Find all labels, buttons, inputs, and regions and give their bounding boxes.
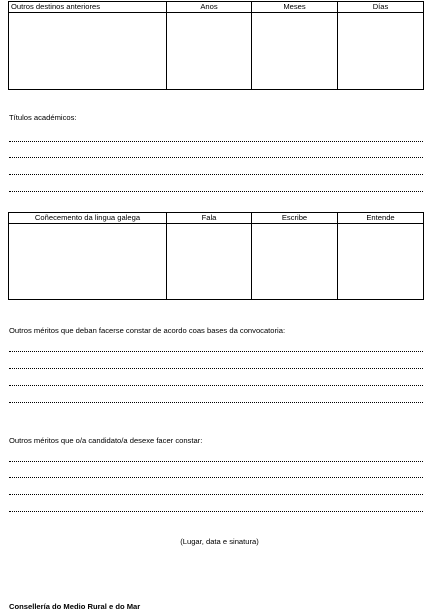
entry-cell-writes[interactable]: [252, 224, 338, 300]
header-cell-understands: Entende: [338, 213, 424, 224]
header-cell-writes: Escribe: [252, 213, 338, 224]
header-cell-destinations: Outros destinos anteriores: [9, 2, 167, 13]
merits-bases-line-4[interactable]: [9, 402, 423, 403]
header-cell-days: Días: [338, 2, 424, 13]
entry-cell-days[interactable]: [338, 13, 424, 90]
academic-titles-line-2[interactable]: [9, 157, 423, 158]
entry-cell-understands[interactable]: [338, 224, 424, 300]
merits-candidate-line-1[interactable]: [9, 461, 423, 462]
academic-titles-label: Títulos académicos:: [9, 113, 77, 122]
entry-cell-destinations[interactable]: [9, 13, 167, 90]
entry-cell-years[interactable]: [167, 13, 252, 90]
academic-titles-line-4[interactable]: [9, 191, 423, 192]
entry-cell-speaks[interactable]: [167, 224, 252, 300]
header-cell-years: Anos: [167, 2, 252, 13]
department-footer: Consellería do Medio Rural e do Mar: [9, 602, 141, 611]
header-cell-months: Meses: [252, 2, 338, 13]
academic-titles-line-1[interactable]: [9, 141, 423, 142]
merits-bases-line-3[interactable]: [9, 385, 423, 386]
merits-candidate-line-3[interactable]: [9, 494, 423, 495]
merits-candidate-line-2[interactable]: [9, 477, 423, 478]
entry-cell-galician[interactable]: [9, 224, 167, 300]
entry-cell-months[interactable]: [252, 13, 338, 90]
signature-place-date: (Lugar, data e sinatura): [180, 537, 259, 546]
galician-language-table: [8, 212, 424, 300]
header-cell-galician: Coñecemento da lingua galega: [9, 213, 167, 224]
merits-candidate-line-4[interactable]: [9, 511, 423, 512]
academic-titles-line-3[interactable]: [9, 174, 423, 175]
merits-bases-line-1[interactable]: [9, 351, 423, 352]
merits-bases-label: Outros méritos que deban facerse constar de acordo coas bases da convocatoria:: [9, 326, 286, 335]
header-cell-speaks: Fala: [167, 213, 252, 224]
merits-bases-line-2[interactable]: [9, 368, 423, 369]
previous-destinations-table: [8, 1, 424, 90]
merits-candidate-label: Outros méritos que o/a candidato/a desexe facer constar:: [9, 436, 203, 445]
